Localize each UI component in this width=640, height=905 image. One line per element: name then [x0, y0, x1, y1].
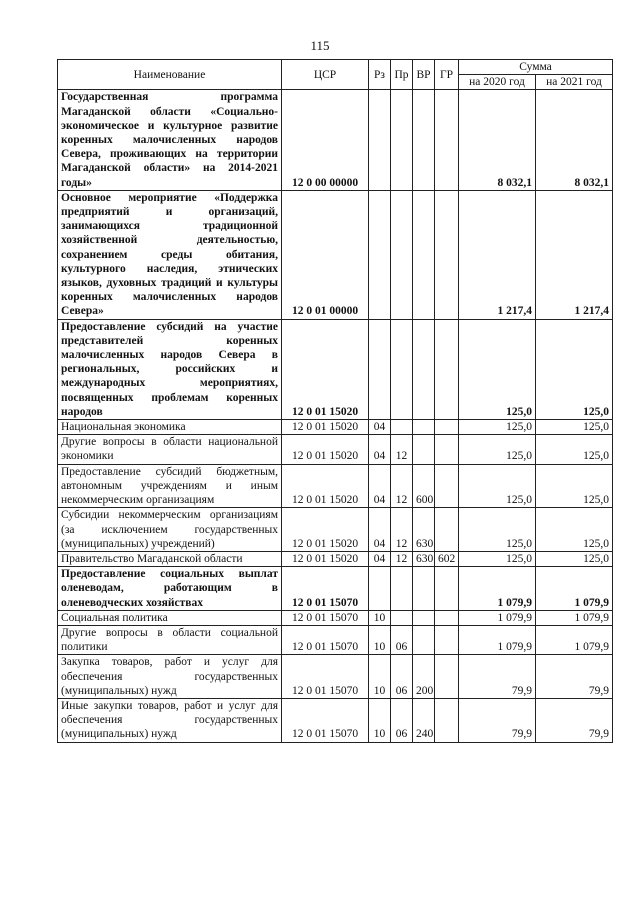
- row-csr: 12 0 01 15020: [282, 420, 369, 435]
- row-pr: 06: [391, 655, 413, 699]
- row-csr: 12 0 01 15070: [282, 567, 369, 611]
- row-amount-2020: 125,0: [459, 435, 536, 464]
- row-amount-2021: 125,0: [536, 420, 613, 435]
- row-name: Иные закупки товаров, работ и услуг для обеспечения государственных (муниципальных) нужд: [58, 698, 282, 742]
- table-row: [58, 655, 613, 699]
- row-rz: 10: [369, 625, 391, 654]
- row-amount-2021: 125,0: [536, 551, 613, 566]
- row-rz: 04: [369, 551, 391, 566]
- header-sum: Сумма: [459, 60, 613, 75]
- header-2020: на 2020 год: [459, 75, 536, 90]
- row-rz: 04: [369, 420, 391, 435]
- row-csr: 12 0 00 00000: [282, 90, 369, 190]
- row-vr: 630: [413, 551, 435, 566]
- row-gr: [435, 420, 459, 435]
- table-row: [58, 420, 613, 435]
- header-rz: Рз: [369, 60, 391, 90]
- row-gr: [435, 508, 459, 552]
- table-row: [58, 610, 613, 625]
- row-amount-2021: 8 032,1: [536, 90, 613, 190]
- row-pr: 06: [391, 698, 413, 742]
- row-csr: 12 0 01 15020: [282, 319, 369, 419]
- row-gr: [435, 90, 459, 190]
- row-gr: [435, 319, 459, 419]
- row-name: Правительство Магаданской области: [58, 551, 282, 566]
- row-csr: 12 0 01 15070: [282, 698, 369, 742]
- row-vr: [413, 625, 435, 654]
- page-number: 115: [310, 38, 330, 53]
- row-amount-2020: 125,0: [459, 464, 536, 508]
- row-amount-2020: 1 217,4: [459, 190, 536, 319]
- row-amount-2020: 1 079,9: [459, 610, 536, 625]
- row-csr: 12 0 01 15070: [282, 655, 369, 699]
- row-gr: [435, 625, 459, 654]
- row-pr: 12: [391, 551, 413, 566]
- row-vr: [413, 420, 435, 435]
- row-gr: [435, 698, 459, 742]
- row-csr: 12 0 01 15020: [282, 464, 369, 508]
- row-name: Предоставление социальных выплат оленеводам, работающим в оленеводческих хозяйствах: [58, 567, 282, 611]
- row-amount-2021: 1 079,9: [536, 625, 613, 654]
- row-rz: 04: [369, 508, 391, 552]
- row-amount-2021: 1 079,9: [536, 610, 613, 625]
- header-2021: на 2021 год: [536, 75, 613, 90]
- table-row: [58, 190, 613, 319]
- table-row: [58, 464, 613, 508]
- table-row: [58, 567, 613, 611]
- row-amount-2020: 125,0: [459, 420, 536, 435]
- row-amount-2021: 125,0: [536, 464, 613, 508]
- row-csr: 12 0 01 15070: [282, 625, 369, 654]
- table-row: [58, 435, 613, 464]
- row-csr: 12 0 01 15020: [282, 435, 369, 464]
- header-csr: ЦСР: [282, 60, 369, 90]
- row-gr: [435, 435, 459, 464]
- row-pr: 12: [391, 508, 413, 552]
- row-amount-2020: 125,0: [459, 319, 536, 419]
- row-vr: 200: [413, 655, 435, 699]
- row-amount-2020: 79,9: [459, 698, 536, 742]
- row-rz: 10: [369, 655, 391, 699]
- row-vr: 630: [413, 508, 435, 552]
- row-gr: [435, 190, 459, 319]
- row-amount-2020: 8 032,1: [459, 90, 536, 190]
- row-csr: 12 0 01 00000: [282, 190, 369, 319]
- row-gr: [435, 655, 459, 699]
- row-amount-2021: 125,0: [536, 508, 613, 552]
- row-pr: [391, 420, 413, 435]
- row-amount-2020: 125,0: [459, 551, 536, 566]
- row-name: Закупка товаров, работ и услуг для обеспечения государственных (муниципальных) нужд: [58, 655, 282, 699]
- row-name: Субсидии некоммерческим организациям (за исключением государственных (муниципальных) учреждений): [58, 508, 282, 552]
- row-pr: 12: [391, 464, 413, 508]
- row-vr: [413, 190, 435, 319]
- row-pr: [391, 610, 413, 625]
- row-name: Предоставление субсидий на участие представителей коренных малочисленных народов Севера в региональных, российских и международных мероприятиях, посвященных проблемам коренных народов: [58, 319, 282, 419]
- row-pr: [391, 319, 413, 419]
- table-row: [58, 90, 613, 190]
- row-rz: [369, 190, 391, 319]
- row-pr: 12: [391, 435, 413, 464]
- row-rz: 10: [369, 610, 391, 625]
- row-amount-2021: 79,9: [536, 698, 613, 742]
- row-amount-2021: 1 217,4: [536, 190, 613, 319]
- header-row: [58, 60, 613, 75]
- budget-table: [57, 59, 613, 743]
- row-pr: [391, 190, 413, 319]
- table-row: [58, 698, 613, 742]
- row-pr: [391, 90, 413, 190]
- row-vr: 240: [413, 698, 435, 742]
- row-pr: [391, 567, 413, 611]
- row-vr: [413, 610, 435, 625]
- row-csr: 12 0 01 15020: [282, 508, 369, 552]
- row-rz: 04: [369, 435, 391, 464]
- row-amount-2021: 125,0: [536, 319, 613, 419]
- row-name: Социальная политика: [58, 610, 282, 625]
- row-name: Другие вопросы в области социальной политики: [58, 625, 282, 654]
- row-vr: [413, 319, 435, 419]
- row-csr: 12 0 01 15020: [282, 551, 369, 566]
- row-amount-2020: 1 079,9: [459, 567, 536, 611]
- row-amount-2020: 1 079,9: [459, 625, 536, 654]
- row-rz: [369, 319, 391, 419]
- row-name: Основное мероприятие «Поддержка предприятий и организаций, занимающихся традиционной хозяйственной деятельностью, сохранением среды обитания, культурного наследия, этнических языков, духовных традиций и культуры коренных малочисленных народов Севера»: [58, 190, 282, 319]
- row-csr: 12 0 01 15070: [282, 610, 369, 625]
- row-rz: 10: [369, 698, 391, 742]
- row-vr: [413, 90, 435, 190]
- row-rz: [369, 567, 391, 611]
- header-pr: Пр: [391, 60, 413, 90]
- row-pr: 06: [391, 625, 413, 654]
- row-rz: 04: [369, 464, 391, 508]
- header-name: Наименование: [58, 60, 282, 90]
- row-gr: [435, 610, 459, 625]
- row-amount-2020: 125,0: [459, 508, 536, 552]
- row-gr: 602: [435, 551, 459, 566]
- row-name: Национальная экономика: [58, 420, 282, 435]
- row-vr: 600: [413, 464, 435, 508]
- table-row: [58, 625, 613, 654]
- header-vr: ВР: [413, 60, 435, 90]
- row-name: Государственная программа Магаданской области «Социально-экономическое и культурное развитие коренных малочисленных народов Севера, проживающих на территории Магаданской области» на 2014-2021 годы»: [58, 90, 282, 190]
- header-gr: ГР: [435, 60, 459, 90]
- row-amount-2020: 79,9: [459, 655, 536, 699]
- table-row: [58, 319, 613, 419]
- row-gr: [435, 567, 459, 611]
- row-name: Другие вопросы в области национальной экономики: [58, 435, 282, 464]
- table-row: [58, 508, 613, 552]
- row-vr: [413, 435, 435, 464]
- table-row: [58, 551, 613, 566]
- row-vr: [413, 567, 435, 611]
- row-rz: [369, 90, 391, 190]
- row-name: Предоставление субсидий бюджетным, автономным учреждениям и иным некоммерческим организациям: [58, 464, 282, 508]
- row-gr: [435, 464, 459, 508]
- row-amount-2021: 79,9: [536, 655, 613, 699]
- row-amount-2021: 125,0: [536, 435, 613, 464]
- row-amount-2021: 1 079,9: [536, 567, 613, 611]
